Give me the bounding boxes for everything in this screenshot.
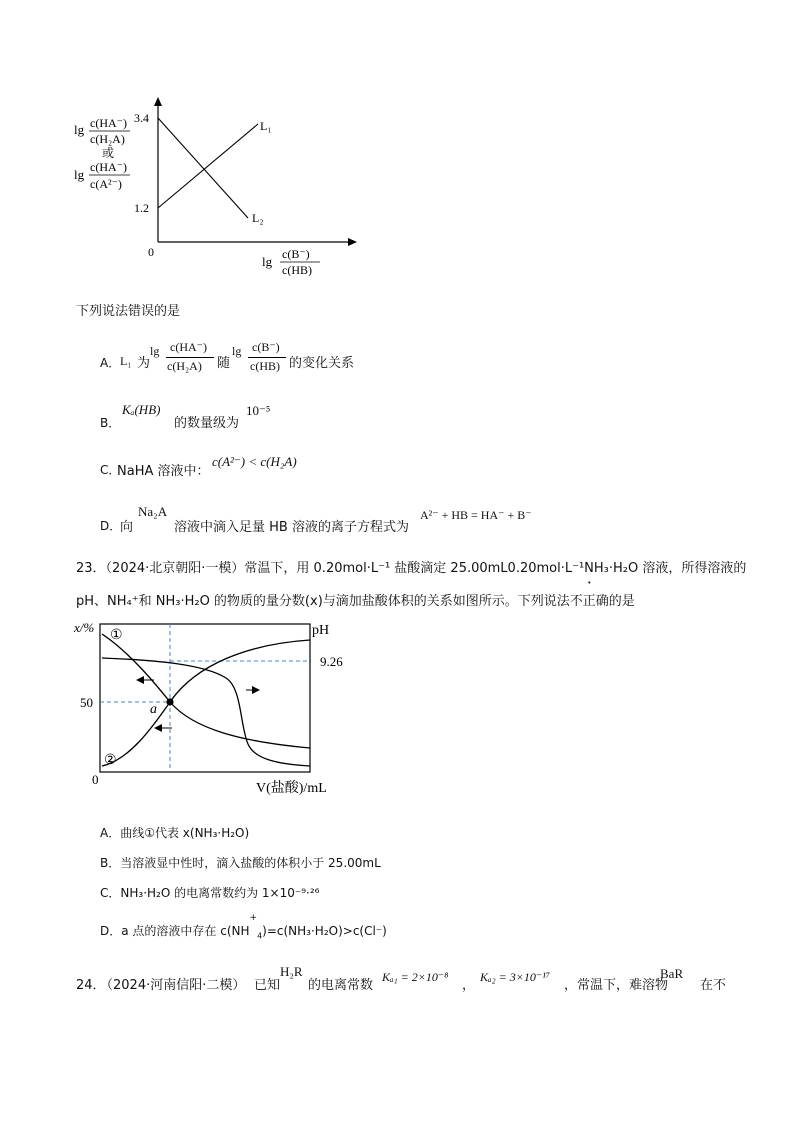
fig1-x-arrow	[348, 238, 357, 246]
fig1-line-L1	[158, 124, 258, 208]
q24-ka1: Kₐ₁ = 2×10⁻⁸	[382, 970, 449, 984]
figure-2-titration-plot	[74, 618, 364, 798]
q22-stem: 下列说法错误的是	[76, 304, 181, 319]
q22-option-d	[100, 504, 560, 534]
fig1-ylabel-num-1: c(HA⁻)	[90, 116, 127, 130]
q22-a-bar2	[248, 357, 286, 358]
fig2-curve-2-label: ②	[104, 753, 117, 768]
q23-d-post: )=c(NH₃·H₂O)>c(Cl⁻)	[262, 924, 387, 938]
q22-c-text: NaHA 溶液中：	[117, 464, 210, 479]
fig1-label-L2: L₂	[252, 211, 264, 225]
q22-d-eq: A²⁻ + HB = HA⁻ + B⁻	[420, 508, 532, 522]
q22-d-na2a: Na₂A	[138, 504, 168, 519]
fig1-label-L1: L₁	[260, 119, 272, 133]
fig2-curve-2	[102, 640, 310, 766]
q22-option-c	[100, 452, 360, 478]
q23-text-1: 常温下，用 0.20mol·L⁻¹ 盐酸滴定 25.00mL0.20mol·L⁻¹NH₃·H₂O 溶液，所得溶液的	[244, 561, 747, 576]
q22-c-letter: C．	[100, 463, 121, 477]
fig1-origin: 0	[148, 245, 154, 259]
q22-a-sui: 随	[217, 356, 231, 371]
q23-line-2	[76, 590, 635, 609]
q23-source: （2024·北京朝阳·一模）	[105, 561, 245, 576]
fig1-ylabel-lg-2: lg	[74, 167, 85, 182]
q22-a-l1: L₁	[120, 354, 132, 368]
q23-emphasis: 不正确	[569, 594, 609, 609]
q22-d-text: 溶液中滴入足量 HB 溶液的离子方程式为	[174, 520, 409, 535]
fig1-xlabel-num: c(B⁻)	[282, 247, 310, 261]
fig2-ylabel-right: pH	[312, 623, 330, 638]
q22-a-num1: c(HA⁻)	[170, 340, 207, 354]
fig1-y-arrow	[154, 97, 162, 106]
figure-1-lg-plot	[68, 96, 368, 276]
fig1-xlabel-den: c(HB)	[282, 263, 312, 276]
fig2-curve-1-label: ①	[110, 628, 123, 643]
q22-c-formula: c(A²⁻) < c(H₂A)	[212, 454, 297, 469]
fig2-curve-1	[102, 634, 310, 748]
q24-end: 在不	[700, 978, 727, 993]
q24-comma: ，	[462, 978, 476, 993]
q22-a-lg2: lg	[232, 344, 242, 358]
q24-bar: BaR	[660, 966, 684, 981]
fig2-point-a-label: a	[150, 702, 157, 717]
fig1-ylabel-lg-1: lg	[74, 122, 85, 137]
q24-pre: 已知	[254, 978, 281, 993]
fig2-arrow-right-head	[252, 686, 260, 694]
q23-option-c: C．NH₃·H₂O 的电离常数约为 1×10⁻⁹·²⁶	[100, 886, 320, 900]
fig2-tick-50: 50	[80, 695, 93, 710]
fig2-arrow-left-1-head	[136, 676, 144, 684]
q22-a-bar1	[166, 357, 214, 358]
q23-option-d	[100, 913, 387, 941]
q22-b-pow: 10⁻⁵	[246, 403, 271, 418]
q22-a-den2: c(HB)	[250, 359, 280, 373]
fig2-tick-926: 9.26	[320, 654, 343, 669]
q24-ka2: Kₐ₂ = 3×10⁻¹⁷	[480, 970, 550, 984]
q22-d-pre: 向	[120, 520, 134, 535]
q24-number: 24．	[76, 978, 106, 993]
fig1-line-L2	[158, 118, 248, 218]
q22-a-wei: 为	[137, 356, 151, 371]
q23-d-pre: D．a 点的溶液中存在 c(NH	[100, 924, 250, 938]
fig1-tick-3.4: 3.4	[134, 111, 149, 125]
q22-a-den1: c(H₂A)	[167, 359, 202, 373]
fig2-arrow-left-2-head	[154, 724, 162, 732]
q24-source: （2024·河南信阳·二模）	[100, 978, 246, 993]
q24-line	[76, 962, 736, 1002]
q22-b-text: 的数量级为	[174, 416, 240, 431]
fig2-origin: 0	[92, 772, 99, 787]
q22-d-letter: D．	[100, 519, 122, 533]
q22-b-letter: B．	[100, 416, 121, 430]
q23-option-a: A．曲线①代表 x(NH₃·H₂O)	[100, 826, 250, 840]
fig1-xlabel-lg: lg	[262, 254, 273, 269]
fig2-ph-curve	[102, 658, 310, 766]
q22-a-lg1: lg	[150, 344, 160, 358]
q24-mid: 的电离常数	[308, 978, 374, 993]
q23-d-charge: +	[249, 913, 258, 923]
q22-a-num2: c(B⁻)	[252, 340, 280, 354]
q23-text-2-end: 的是	[608, 594, 635, 609]
fig1-ylabel-or: 或	[102, 146, 115, 160]
q23-d-sub: 4	[257, 931, 263, 941]
fig2-xlabel: V(盐酸)/mL	[256, 781, 327, 796]
q22-b-ka: Kₐ(HB)	[122, 402, 161, 417]
q23-line-1	[76, 557, 746, 576]
q23-number: 23．	[76, 561, 106, 576]
q23-text-2: pH、NH₄⁺和 NH₃·H₂O 的物质的量分数(x)与滴加盐酸体积的关系如图所示。下列说法	[76, 594, 570, 609]
q24-h2r: H₂R	[280, 964, 303, 979]
fig1-ylabel-num-2: c(HA⁻)	[90, 160, 127, 174]
fig2-ylabel-left: x/%	[74, 620, 95, 635]
fig1-ylabel-den-2: c(A²⁻)	[90, 177, 122, 191]
fig1-tick-1.2: 1.2	[134, 201, 149, 215]
fig1-ylabel-den-1: c(H₂A)	[90, 132, 125, 146]
q24-post: ，常温下，难溶物	[564, 978, 669, 993]
q22-a-tail: 的变化关系	[289, 356, 355, 371]
fig2-point-a	[166, 698, 173, 705]
q22-option-b	[100, 400, 300, 430]
q23-option-b: B．当溶液显中性时，滴入盐酸的体积小于 25.00mL	[100, 856, 381, 870]
q22-a-letter: A．	[100, 356, 121, 370]
